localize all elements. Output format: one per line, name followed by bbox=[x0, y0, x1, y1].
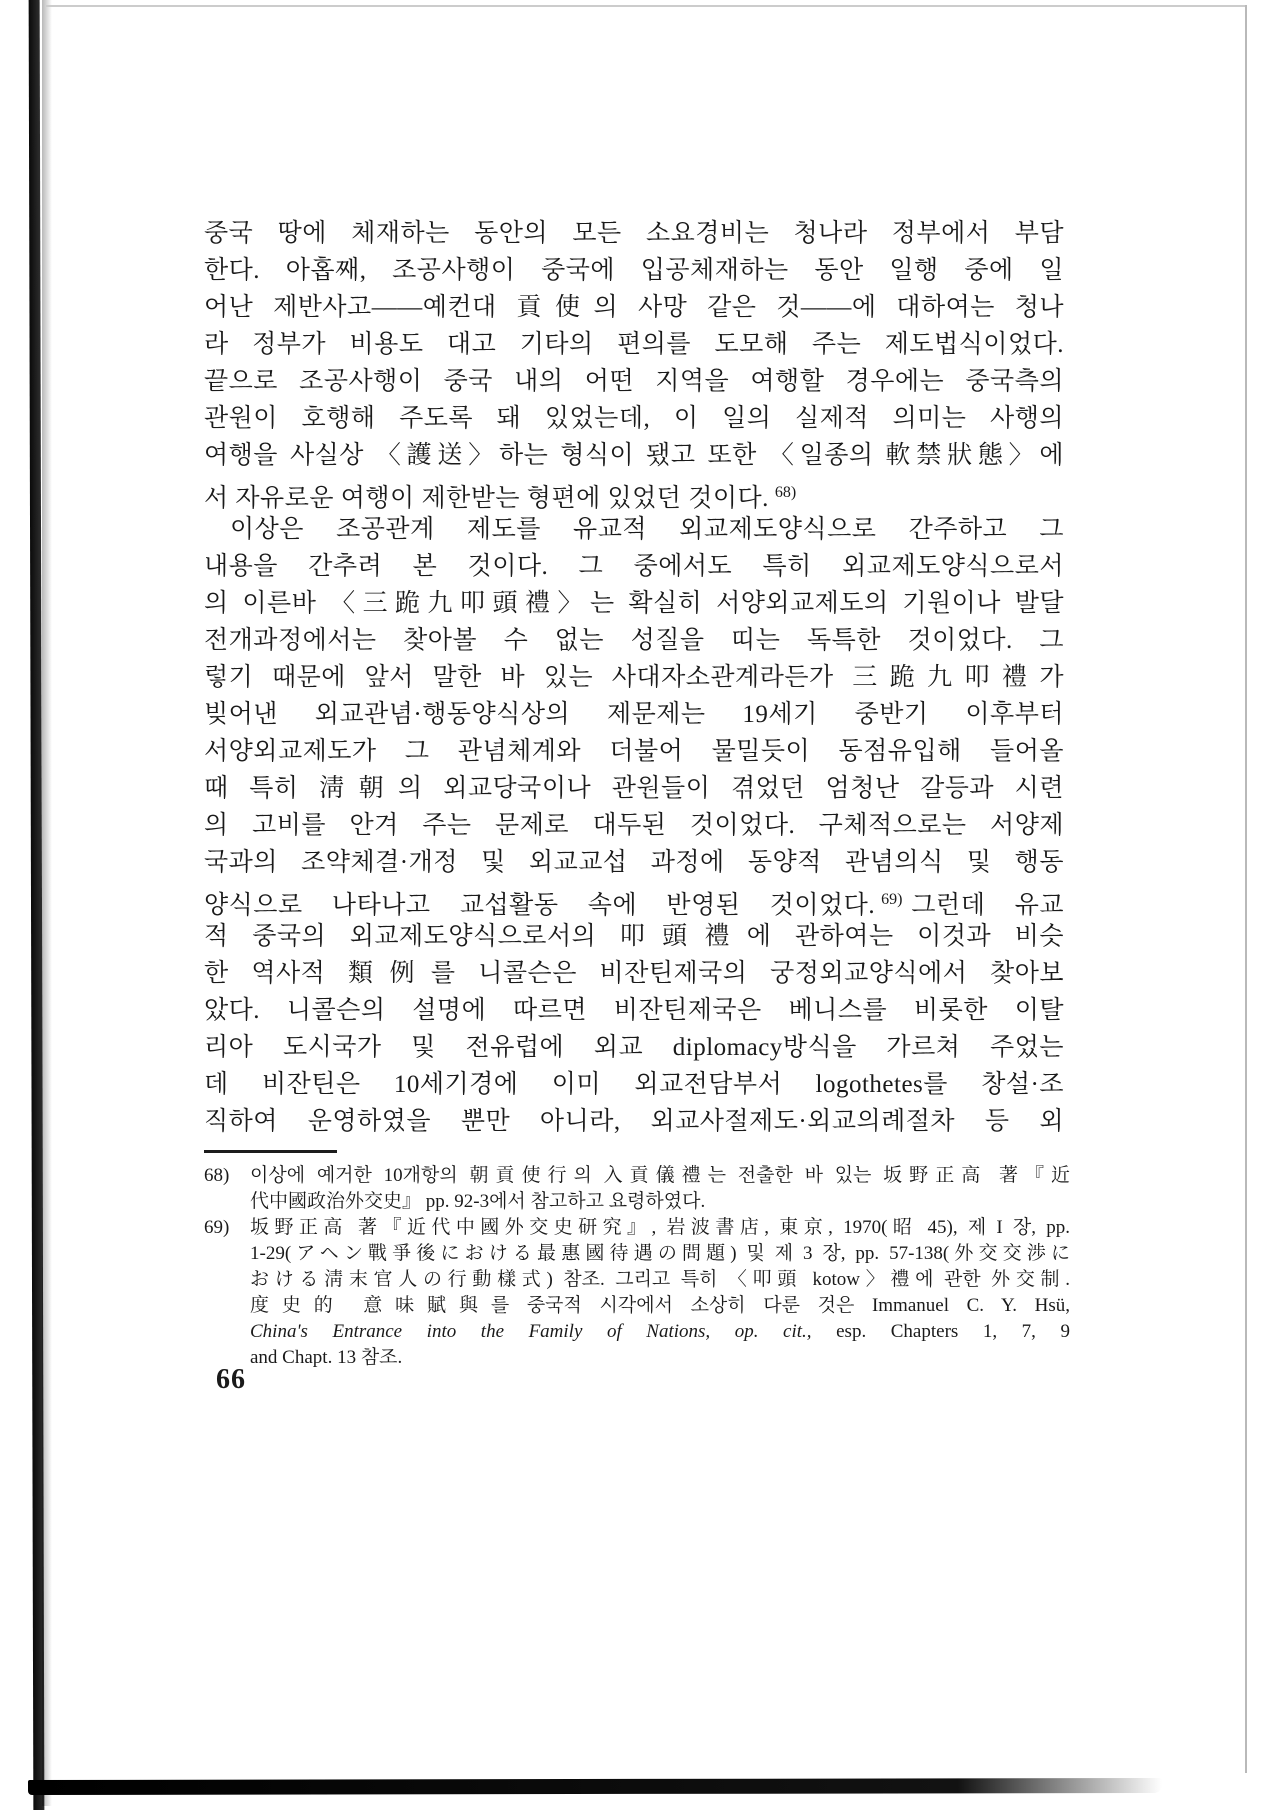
text-line: 한다. 아홉째, 조공사행이 중국에 입공체재하는 동안 일행 중에 일 bbox=[204, 257, 1064, 284]
page-number: 66 bbox=[216, 1364, 246, 1395]
footnote-ref-69: 69) bbox=[881, 891, 903, 908]
text-line: 았다. 니콜슨의 설명에 따르면 비잔틴제국은 베니스를 비롯한 이탈 bbox=[204, 997, 1064, 1024]
text-line: 내용을 간추려 본 것이다. 그 중에서도 특히 외교제도양식으로서 bbox=[204, 553, 1064, 580]
text-line: 중국 땅에 체재하는 동안의 모든 소요경비는 청나라 정부에서 부담 bbox=[204, 220, 1064, 247]
scan-left-edge-shadow bbox=[42, 0, 52, 1806]
main-text bbox=[204, 215, 1064, 1140]
text-line: 의 고비를 안겨 주는 문제로 대두된 것이었다. 구체적으로는 서양제 bbox=[204, 812, 1064, 839]
footnote-line: 이상에 예거한 10개항의 朝貢使行의 入貢儀禮는 전출한 바 있는 坂野正高 著『近 bbox=[250, 1165, 1070, 1186]
text-line: 관원이 호행해 주도록 돼 있었는데, 이 일의 실제적 의미는 사행의 bbox=[204, 405, 1064, 432]
footnote-line: おける淸末官人の行動樣式) 참조. 그리고 특히 〈叩頭 kotow〉禮에 관한 外交制. bbox=[250, 1269, 1070, 1290]
footnote-line: 度史的 意味賦與를 중국적 시각에서 소상히 다룬 것은 Immanuel C. Y. Hsü, bbox=[250, 1295, 1070, 1316]
text-segment: 그런데 유교 bbox=[911, 892, 1064, 919]
text-line: 끝으로 조공사행이 중국 내의 어떤 지역을 여행할 경우에는 중국측의 bbox=[204, 368, 1064, 395]
paragraph-2 bbox=[204, 511, 1064, 1140]
text-line bbox=[204, 474, 1064, 511]
text-line: 전개과정에서는 찾아볼 수 없는 성질을 띠는 독특한 것이었다. 그 bbox=[204, 627, 1064, 654]
footnote-line: 坂野正高 著『近代中國外交史研究』, 岩波書店, 東京, 1970(昭 45), 제 I 장, pp. bbox=[250, 1217, 1070, 1238]
footnote-marker: 69) bbox=[204, 1217, 230, 1238]
scan-bottom-edge bbox=[28, 1778, 1162, 1795]
text-line: 직하여 운영하였을 뿐만 아니라, 외교사절제도·외교의례절차 등 외 bbox=[204, 1108, 1064, 1135]
footnote-marker: 68) bbox=[204, 1165, 230, 1186]
text-line: 여행을 사실상 〈護送〉하는 형식이 됐고 또한 〈일종의 軟禁狀態〉에 bbox=[204, 442, 1064, 469]
scan-right-edge bbox=[1245, 5, 1247, 1773]
text-line: 서양외교제도가 그 관념체계와 더불어 물밀듯이 동점유입해 들어올 bbox=[204, 738, 1064, 765]
book-title-italic: China's Entrance into the Family of Nations, op. cit., bbox=[250, 1321, 812, 1342]
text-segment: 서 자유로운 여행이 제한받는 형편에 있었던 것이다. bbox=[204, 485, 769, 512]
text-line: 국과의 조약체결·개정 및 외교교섭 과정에 동양적 관념의식 및 행동 bbox=[204, 849, 1064, 876]
footnote-text bbox=[250, 1215, 1070, 1371]
text-line bbox=[204, 881, 1064, 918]
text-segment: esp. Chapters 1, 7, 9 bbox=[811, 1321, 1070, 1342]
footnote-69 bbox=[204, 1215, 1070, 1371]
footnote-text bbox=[250, 1163, 1070, 1215]
text-line: 한 역사적 類例를 니콜슨은 비잔틴제국의 궁정외교양식에서 찾아보 bbox=[204, 960, 1064, 987]
footnote-68 bbox=[204, 1163, 1070, 1215]
text-line: 의 이른바 〈三跪九叩頭禮〉는 확실히 서양외교제도의 기원이나 발달 bbox=[204, 590, 1064, 617]
scan-top-edge bbox=[46, 5, 1246, 7]
text-line: 데 비잔틴은 10세기경에 이미 외교전담부서 logothetes를 창설·조 bbox=[204, 1071, 1064, 1098]
footnote-ref-68: 68) bbox=[774, 484, 797, 501]
text-line: 렇기 때문에 앞서 말한 바 있는 사대자소관계라든가 三跪九叩禮가 bbox=[204, 664, 1064, 691]
paragraph-1 bbox=[204, 215, 1064, 511]
footnote-line: 代中國政治外交史』 pp. 92-3에서 참고하고 요령하였다. bbox=[250, 1191, 706, 1212]
text-line: 리아 도시국가 및 전유럽에 외교 diplomacy방식을 가르쳐 주었는 bbox=[204, 1034, 1064, 1061]
footnote-line: and Chapt. 13 참조. bbox=[250, 1347, 403, 1368]
text-line: 때 특히 淸朝의 외교당국이나 관원들이 겪었던 엄청난 갈등과 시련 bbox=[204, 775, 1064, 802]
text-segment: 양식으로 나타나고 교섭활동 속에 반영된 것이었다. bbox=[204, 892, 876, 919]
text-line: 라 정부가 비용도 대고 기타의 편의를 도모해 주는 제도법식이었다. bbox=[204, 331, 1064, 358]
text-line: 이상은 조공관계 제도를 유교적 외교제도양식으로 간주하고 그 bbox=[230, 516, 1064, 543]
text-line: 빚어낸 외교관념·행동양식상의 제문제는 19세기 중반기 이후부터 bbox=[204, 701, 1064, 728]
footnote-line bbox=[250, 1319, 1070, 1345]
text-line: 어난 제반사고——예컨대 貢使의 사망 같은 것——에 대하여는 청나 bbox=[204, 294, 1064, 321]
footnote-section bbox=[204, 1163, 1070, 1371]
text-line: 적 중국의 외교제도양식으로서의 叩頭禮에 관하여는 이것과 비슷 bbox=[204, 923, 1064, 950]
footnote-line: 1-29(アヘン戰爭後における最惠國待遇の問題) 및 제 3 장, pp. 57-138(外交交渉に bbox=[250, 1243, 1070, 1264]
footnote-separator bbox=[204, 1150, 337, 1153]
